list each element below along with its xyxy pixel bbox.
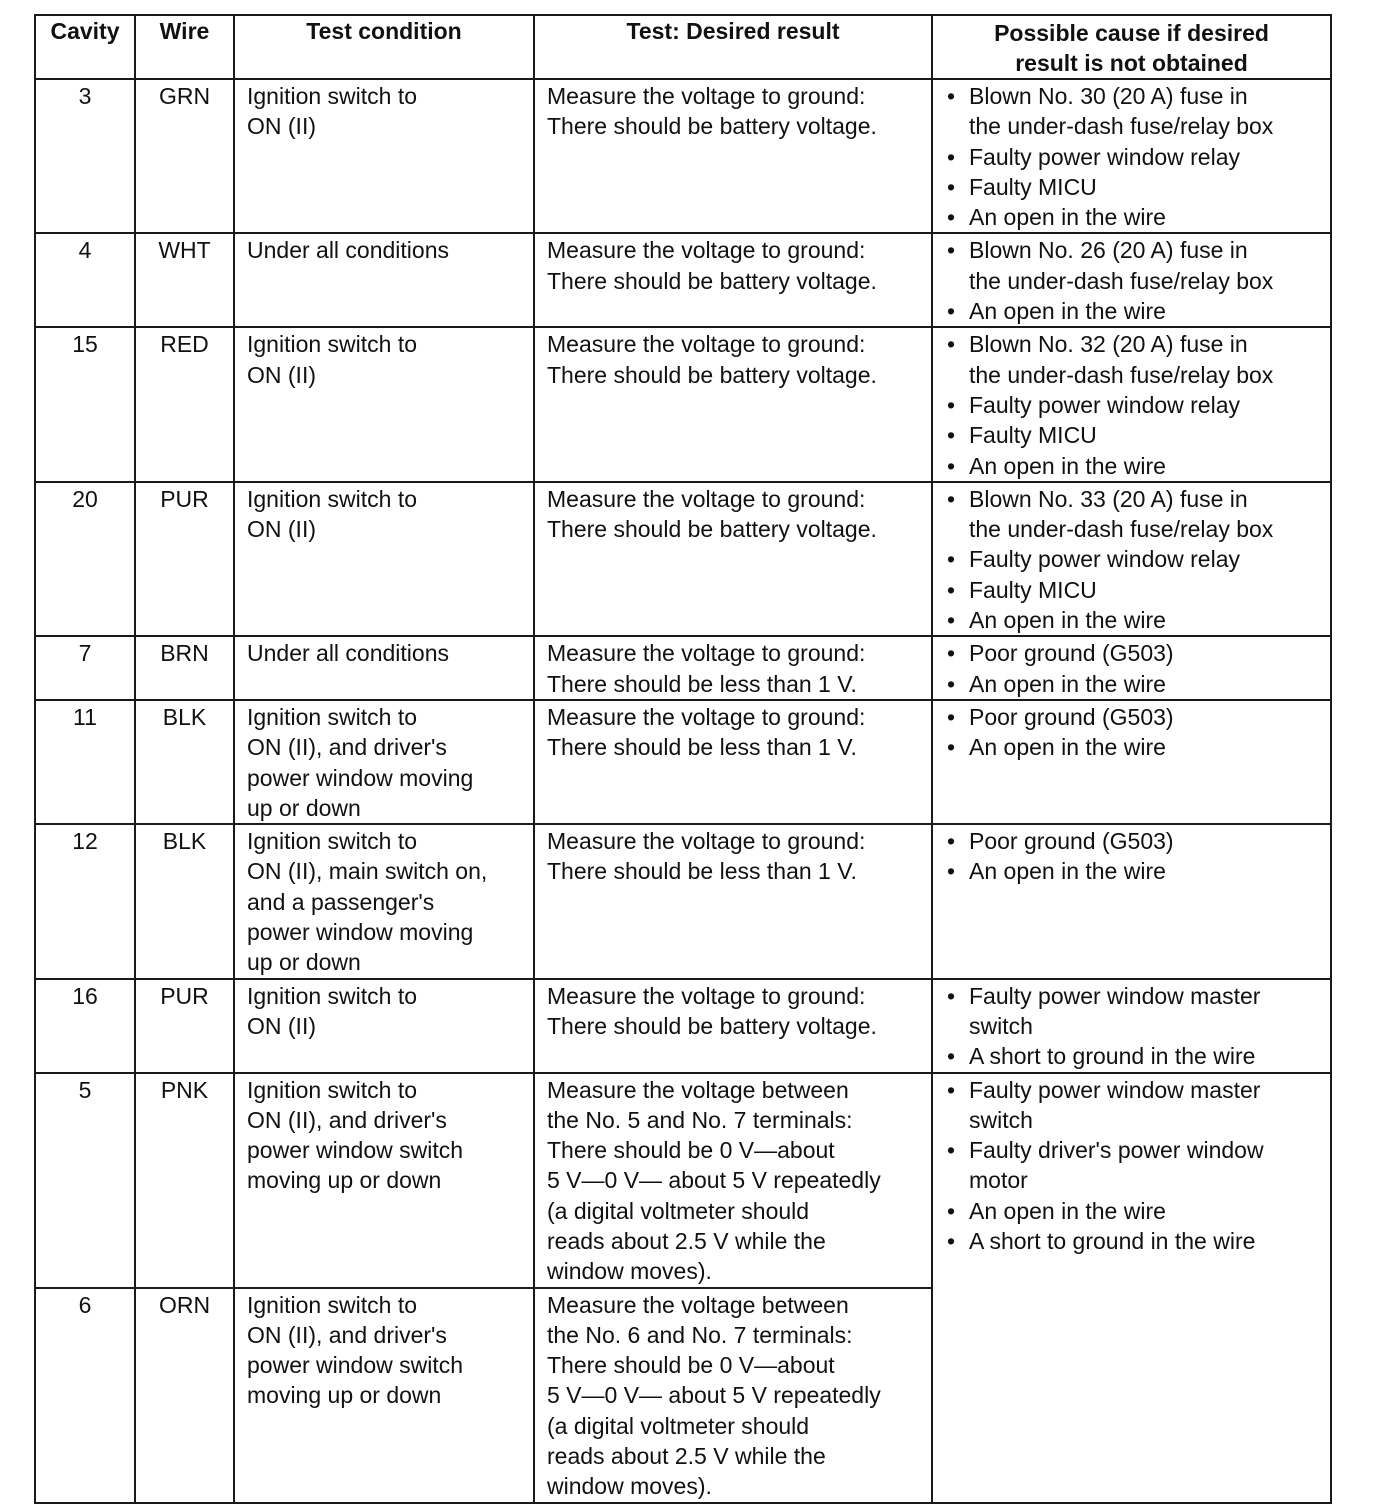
cause-item [945,420,1326,450]
cavity-cell: 16 [35,979,135,1073]
cause-text: An open in the wire [969,858,1166,885]
desired-result-line: the No. 6 and No. 7 terminals: [547,1321,853,1348]
header-possible-cause [932,15,1331,79]
cavity-cell: 6 [35,1288,135,1503]
wire-color-cell: PUR [135,482,234,636]
cause-text: A short to ground in the wire [969,1227,1256,1254]
cause-text: Faulty power window relay [969,546,1241,573]
test-condition-cell [234,979,534,1073]
desired-result-line: window moves). [547,1473,712,1500]
bullet-icon: • [947,670,956,697]
test-condition-line: Ignition switch to [247,83,418,109]
cause-text: Poor ground (G503) [969,640,1174,667]
cause-item [945,638,1326,668]
cause-list [945,235,1326,326]
test-condition-line: moving up or down [247,1382,442,1409]
possible-cause-cell [932,233,1331,327]
cause-item [945,1135,1326,1196]
header-cause-line: result is not obtained [1015,50,1248,76]
test-condition-line: Ignition switch to [247,703,418,730]
cause-text: Faulty MICU [969,173,1097,200]
desired-result-line: There should be battery voltage. [547,1012,877,1039]
bullet-icon: • [947,173,956,200]
desired-result-line: Measure the voltage to ground: [547,640,866,667]
desired-result-line: There should be battery voltage. [547,113,877,140]
bullet-icon: • [947,1043,956,1070]
cause-item [945,172,1326,202]
cause-text: An open in the wire [969,734,1166,761]
cause-item [945,296,1326,326]
cause-item [945,142,1326,172]
bullet-icon: • [947,143,956,170]
cause-item [945,1041,1326,1071]
possible-cause-cell [932,327,1331,481]
desired-result-line: There should be battery voltage. [547,361,877,388]
test-condition-cell [234,824,534,978]
cavity-cell: 4 [35,233,135,327]
desired-result-line: Measure the voltage to ground: [547,982,866,1009]
desired-result-line: 5 V—0 V— about 5 V repeatedly [547,1167,881,1194]
test-condition-line: moving up or down [247,1167,442,1194]
possible-cause-cell [932,979,1331,1073]
cause-list [945,981,1326,1072]
cause-list [945,826,1326,887]
cause-item [945,1196,1326,1226]
desired-result-line: Measure the voltage to ground: [547,485,866,512]
test-condition-line: ON (II), and driver's [247,1106,447,1133]
table-row [35,636,1331,700]
cause-item [945,1075,1326,1136]
wire-color-cell: RED [135,327,234,481]
wire-color-cell: ORN [135,1288,234,1503]
test-condition-line: ON (II) [247,1012,316,1039]
cause-item [945,669,1326,699]
cause-text: Blown No. 32 (20 A) fuse in the under-dash fuse/relay box [969,331,1274,388]
desired-result-line: window moves). [547,1258,712,1285]
test-condition-line: power window moving [247,764,474,791]
wire-color-cell: GRN [135,79,234,233]
cause-item [945,81,1326,142]
desired-result-line: Measure the voltage to ground: [547,703,866,730]
desired-result-line: reads about 2.5 V while the [547,1443,826,1470]
possible-cause-cell [932,636,1331,700]
test-condition-line: and a passenger's [247,888,435,915]
test-condition-cell [234,327,534,481]
test-condition-line: ON (II) [247,361,316,388]
bullet-icon: • [947,452,956,479]
table-row [35,824,1331,978]
cavity-cell: 15 [35,327,135,481]
cavity-cell: 20 [35,482,135,636]
cause-text: An open in the wire [969,298,1166,325]
test-condition-cell [234,79,534,233]
table-row [35,233,1331,327]
desired-result-cell [534,824,932,978]
cause-text: A short to ground in the wire [969,1043,1256,1070]
bullet-icon: • [947,422,956,449]
cause-text: An open in the wire [969,452,1166,479]
table-row [35,482,1331,636]
table-body [35,79,1331,1503]
bullet-icon: • [947,828,956,855]
desired-result-line: There should be less than 1 V. [547,858,857,885]
bullet-icon: • [947,1076,956,1103]
bullet-icon: • [947,1227,956,1254]
cause-item [945,732,1326,762]
test-condition-line: Ignition switch to [247,828,418,855]
cause-text: Faulty MICU [969,576,1097,603]
desired-result-line: Measure the voltage between [547,1291,849,1318]
desired-result-cell [534,233,932,327]
cause-text: Faulty power window relay [969,391,1241,418]
desired-result-cell [534,1073,932,1288]
desired-result-cell [534,979,932,1073]
bullet-icon: • [947,1137,956,1164]
troubleshooting-table [34,14,1332,1504]
desired-result-line: There should be 0 V—about [547,1137,835,1164]
cause-list [945,1075,1326,1257]
cavity-cell: 3 [35,79,135,233]
wire-color-cell: BRN [135,636,234,700]
desired-result-line: There should be battery voltage. [547,516,877,543]
wire-color-cell: BLK [135,700,234,824]
possible-cause-cell [932,700,1331,824]
desired-result-cell [534,79,932,233]
cause-text: An open in the wire [969,607,1166,634]
cause-text: Blown No. 33 (20 A) fuse in the under-dash fuse/relay box [969,485,1274,543]
test-condition-line: ON (II), and driver's [247,734,447,761]
cavity-cell: 7 [35,636,135,700]
bullet-icon: • [947,703,956,730]
test-condition-cell [234,482,534,636]
bullet-icon: • [947,83,956,109]
cause-item [945,484,1326,545]
cause-text: An open in the wire [969,204,1166,231]
bullet-icon: • [947,331,956,358]
test-condition-line: Ignition switch to [247,1291,418,1318]
test-condition-line: ON (II), main switch on, [247,858,488,885]
cause-list [945,81,1326,232]
wire-color-cell: WHT [135,233,234,327]
cause-text: An open in the wire [969,670,1166,697]
table-row [35,979,1331,1073]
cause-item [945,981,1326,1042]
cause-text: Blown No. 26 (20 A) fuse in the under-dash fuse/relay box [969,237,1274,294]
cause-item [945,605,1326,635]
possible-cause-cell [932,1073,1331,1503]
desired-result-cell [534,327,932,481]
cause-text: Poor ground (G503) [969,703,1174,730]
wire-color-cell: PNK [135,1073,234,1288]
cause-text: Faulty MICU [969,422,1097,449]
cause-text: Faulty power window master switch [969,1076,1261,1133]
header-wire: Wire [135,15,234,79]
desired-result-line: Measure the voltage to ground: [547,83,866,109]
test-condition-line: Ignition switch to [247,485,418,512]
desired-result-line: There should be battery voltage. [547,267,877,294]
cause-item [945,390,1326,420]
bullet-icon: • [947,546,956,573]
test-condition-line: power window moving [247,919,474,946]
cause-text: Faulty power window master switch [969,982,1261,1039]
cause-list [945,702,1326,763]
possible-cause-cell [932,824,1331,978]
wire-color-cell: BLK [135,824,234,978]
bullet-icon: • [947,237,956,264]
cause-item [945,235,1326,296]
cavity-cell: 5 [35,1073,135,1288]
header-desired-result: Test: Desired result [534,15,932,79]
desired-result-line: 5 V—0 V— about 5 V repeatedly [547,1382,881,1409]
cavity-cell: 12 [35,824,135,978]
bullet-icon: • [947,1197,956,1224]
table-row [35,79,1331,233]
cause-item [945,451,1326,481]
cause-text: Faulty driver's power window motor [969,1137,1264,1194]
bullet-icon: • [947,391,956,418]
wire-color-cell: PUR [135,979,234,1073]
test-condition-line: ON (II) [247,113,316,140]
test-condition-line: Ignition switch to [247,1076,418,1103]
desired-result-line: Measure the voltage to ground: [547,237,866,264]
bullet-icon: • [947,607,956,634]
test-condition-cell [234,1288,534,1503]
desired-result-cell [534,1288,932,1503]
cause-item [945,856,1326,886]
cause-item [945,826,1326,856]
test-condition-cell [234,233,534,327]
test-condition-line: Ignition switch to [247,982,418,1009]
header-cavity: Cavity [35,15,135,79]
possible-cause-cell [932,79,1331,233]
cavity-cell: 11 [35,700,135,824]
test-condition-line: ON (II) [247,516,316,543]
test-condition-cell [234,700,534,824]
desired-result-line: There should be less than 1 V. [547,734,857,761]
desired-result-line: Measure the voltage to ground: [547,828,866,855]
test-condition-line: ON (II), and driver's [247,1321,447,1348]
desired-result-line: reads about 2.5 V while the [547,1227,826,1254]
desired-result-cell [534,482,932,636]
desired-result-line: Measure the voltage to ground: [547,331,866,358]
table-row [35,327,1331,481]
desired-result-line: Measure the voltage between [547,1076,849,1103]
cause-item [945,575,1326,605]
desired-result-cell [534,636,932,700]
cause-list [945,329,1326,480]
test-condition-line: power window switch [247,1352,464,1379]
test-condition-line: power window switch [247,1137,464,1164]
desired-result-line: There should be less than 1 V. [547,670,857,697]
test-condition-line: Under all conditions [247,237,450,264]
desired-result-line: (a digital voltmeter should [547,1197,810,1224]
cause-text: Poor ground (G503) [969,828,1174,855]
desired-result-line: There should be 0 V—about [547,1352,835,1379]
header-cause-line: Possible cause if desired [994,20,1269,46]
bullet-icon: • [947,298,956,325]
desired-result-line: the No. 5 and No. 7 terminals: [547,1106,853,1133]
test-condition-cell [234,1073,534,1288]
test-condition-line: Ignition switch to [247,331,418,358]
cause-item [945,329,1326,390]
table-row [35,1073,1331,1288]
bullet-icon: • [947,485,956,512]
cause-item [945,544,1326,574]
test-condition-line: Under all conditions [247,640,450,667]
test-condition-line: up or down [247,794,361,821]
cause-list [945,484,1326,635]
bullet-icon: • [947,858,956,885]
bullet-icon: • [947,734,956,761]
test-condition-line: up or down [247,949,361,976]
bullet-icon: • [947,982,956,1009]
cause-text: Faulty power window relay [969,143,1241,170]
test-condition-cell [234,636,534,700]
cause-item [945,1226,1326,1256]
desired-result-cell [534,700,932,824]
desired-result-line: (a digital voltmeter should [547,1412,810,1439]
header-row [35,15,1331,79]
cause-item [945,702,1326,732]
possible-cause-cell [932,482,1331,636]
cause-list [945,638,1326,699]
bullet-icon: • [947,204,956,231]
cause-text: An open in the wire [969,1197,1166,1224]
bullet-icon: • [947,640,956,667]
cause-text: Blown No. 30 (20 A) fuse in the under-dash fuse/relay box [969,83,1274,140]
header-test-condition: Test condition [234,15,534,79]
cause-item [945,202,1326,232]
bullet-icon: • [947,576,956,603]
table-row [35,700,1331,824]
